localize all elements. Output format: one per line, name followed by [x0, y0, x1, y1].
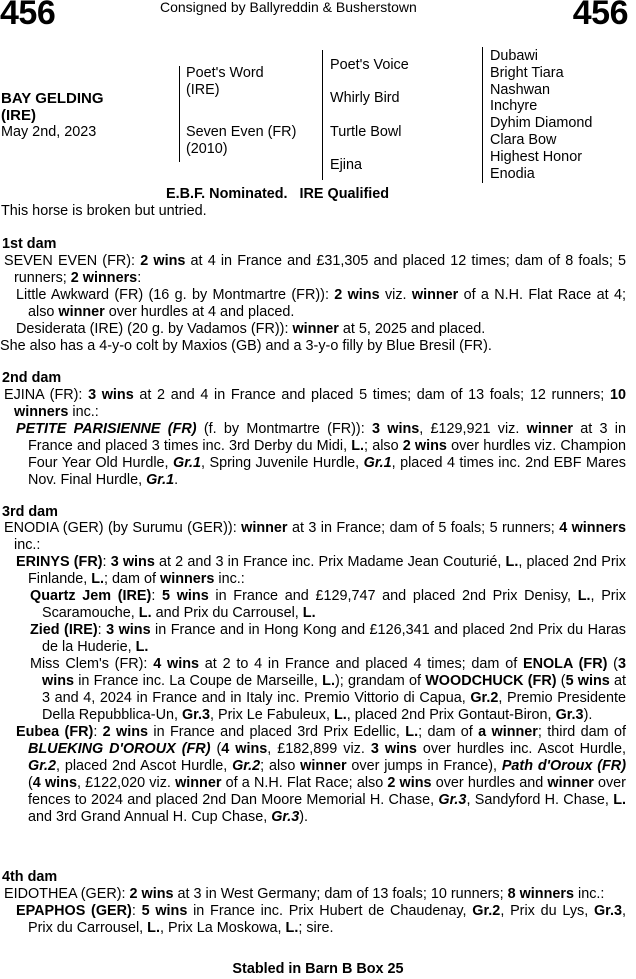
lot-number-right: 456 [572, 0, 628, 32]
horse-sex-color: BAY GELDING [1, 90, 104, 107]
horse-country: (IRE) [1, 107, 36, 124]
pedigree-bracket-3 [482, 47, 483, 183]
third-dam-heading: 3rd dam [2, 504, 58, 520]
pedigree-dam: Seven Even (FR) (2010) [186, 124, 297, 157]
first-dam-text: SEVEN EVEN (FR): 2 wins at 4 in France and £31,305 and placed 12 times; dam of 8 foals; 5 runners; 2 winners: Little Awkward (FR) (16 g. by Montmartre (FR)): 2 wins viz. winner of a N.H. Flat Race at 4; also winner over hurdles at 4 and placed. Desiderata (IRE) (20 g. by Vadamos (FR)): winner at 5, 2025 and placed. She also has a 4-y-o colt by Maxios (GB) and a 3-y-o filly by Blue Bresil (FR). [0, 253, 626, 354]
pedigree-bracket-2 [322, 50, 323, 180]
stabling-info: Stabled in Barn B Box 25 [232, 961, 404, 977]
second-dam-heading: 2nd dam [2, 370, 62, 386]
nominations: E.B.F. Nominated. IRE Qualified [166, 186, 390, 202]
fourth-dam-text: EIDOTHEA (GER): 2 wins at 3 in West Germany; dam of 13 foals; 10 runners; 8 winners inc.: EPAPHOS (GER): 5 wins in France inc. Prix Hubert de Chaudenay, Gr.2, Prix du Lys, Gr.3, Prix du Carrousel, L., Prix La Moskowa, L.; sire. [4, 886, 626, 936]
pedigree-dam-dam: Ejina [330, 157, 362, 173]
status-note: This horse is broken but untried. [1, 203, 207, 219]
pedigree-bracket-1 [179, 66, 180, 162]
consignor: Consigned by Ballyreddin & Busherstown [160, 0, 417, 15]
pedigree-sire-dam: Whirly Bird [330, 90, 400, 106]
fourth-dam-heading: 4th dam [2, 869, 58, 885]
first-dam-heading: 1st dam [2, 236, 57, 252]
third-dam-text: ENODIA (GER) (by Surumu (GER)): winner at 3 in France; dam of 5 foals; 5 runners; 4 winners inc.: ERINYS (FR): 3 wins at 2 and 3 in France inc. Prix Madame Jean Couturié, L., placed 2nd Prix Finlande, L.; dam of winners inc.: Quartz Jem (IRE): 5 wins in France and £129,747 and placed 2nd Prix Denisy, L., Prix Scaramouche, L. and Prix du Carrousel, L. Zied (IRE): 3 wins in France and in Hong Kong and £126,341 and placed 2nd Prix du Haras de la Huderie, L. Miss Clem's (FR): 4 wins at 2 to 4 in France and placed 4 times; dam of ENOLA (FR) (3 wins in France inc. La Coupe de Marseille, L.); grandam of WOODCHUCK (FR) (5 wins at 3 and 4, 2024 in France and in Italy inc. Premio Vittorio di Capua, Gr.2, Premio Presidente Della Repubblica-Un, Gr.3, Prix Le Fabuleux, L., placed 2nd Prix Gontaut-Biron, Gr.3). Eubea (FR): 2 wins in France and placed 3rd Prix Edellic, L.; dam of a winner; third dam of BLUEKING D'OROUX (FR) (4 wins, £182,899 viz. 3 wins over hurdles inc. Ascot Hurdle, Gr.2, placed 2nd Ascot Hurdle, Gr.2; also winner over jumps in France), Path d'Oroux (FR) (4 wins, £122,020 viz. winner of a N.H. Flat Race; also 2 wins over hurdles and winner over fences to 2024 and placed 2nd Dan Moore Memorial H. Chase, Gr.3, Sandyford H. Chase, L. and 3rd Grand Annual H. Cup Chase, Gr.3). [4, 520, 627, 825]
foaling-date: May 2nd, 2023 [1, 124, 97, 140]
pedigree-sire-sire: Poet's Voice [330, 57, 409, 73]
lot-number-left: 456 [0, 0, 56, 32]
pedigree-sire: Poet's Word (IRE) [186, 65, 264, 98]
pedigree-dam-sire: Turtle Bowl [330, 124, 402, 140]
second-dam-text: EJINA (FR): 3 wins at 2 and 4 in France and placed 5 times; dam of 13 foals; 12 runners; 10 winners inc.: PETITE PARISIENNE (FR) (f. by Montmartre (FR)): 3 wins, £129,921 viz. winner at 3 in France and placed 3 times inc. 3rd Derby du Midi, L.; also 2 wins over hurdles viz. Champion Four Year Old Hurdle, Gr.1, Spring Juvenile Hurdle, Gr.1, placed 4 times inc. 2nd EBF Mares Nov. Final Hurdle, Gr.1. [4, 387, 626, 488]
pedigree-fourth-generation: Dubawi Bright Tiara Nashwan Inchyre Dyhim Diamond Clara Bow Highest Honor Enodia [490, 48, 593, 182]
horse-description [1, 90, 104, 124]
